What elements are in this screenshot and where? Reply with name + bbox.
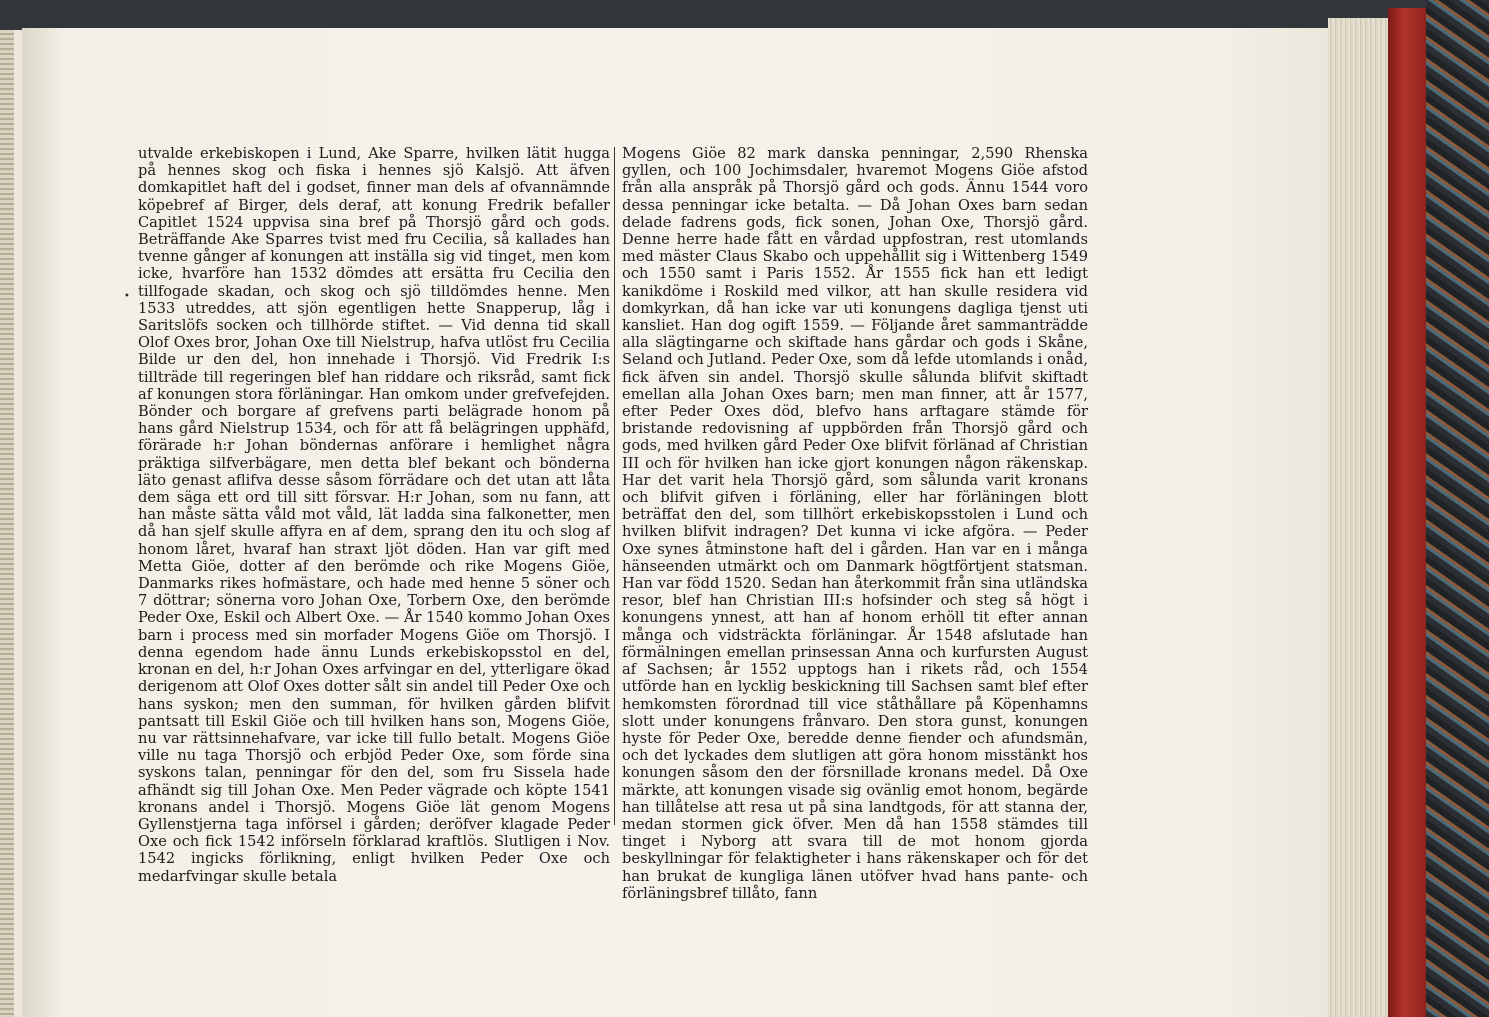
margin-mark: • <box>124 291 130 302</box>
right-text-column <box>622 145 1088 902</box>
page-fore-edge <box>1328 18 1390 1017</box>
left-column-text: utvalde erkebiskopen i Lund, Ake Sparre, hvilken lätit hugga på hennes skog och fiska i hennes sjö Kalsjö. Att äfven domkapitlet haft del i godset, finner man dels af ofvannämnde köpebref af Birger, dels deraf, att konung Fredrik befaller Capitlet 1524 uppvisa sina bref på Thorsjö gård och gods. Beträffande Ake Sparres tvist med fru Cecilia, så kallades han tvenne gånger af konungen att inställa sig vid tinget, men kom icke, hvarföre han 1532 dömdes att ersätta fru Cecilia den tillfogade skadan, och skog och sjö tilldömdes henne. Men 1533 utreddes, att sjön egentligen hette Snapperup, låg i Saritslöfs socken och tillhörde stiftet. — Vid denna tid skall Olof Oxes bror, Johan Oxe till Nielstrup, hafva utlöst fru Cecilia Bilde ur den del, hon innehade i Thorsjö. Vid Fredrik I:s tillträde till regeringen blef han riddare och riksråd, samt fick af konungen stora förläningar. Han omkom under grefvefejden. Bönder och borgare af grefvens parti belägrade honom på hans gård Nielstrup 1534, och för att få belägringen upphäfd, förärade h:r Johan böndernas anförare i hemlighet några präktiga silfverbägare, men detta blef bekant och bönderna läto genast aflifva desse såsom förrädare och det utan att låta dem säga ett ord till sitt försvar. H:r Johan, som nu fann, att han måste sätta våld mot våld, lät ladda sina falkonetter, men då han sjelf skulle affyra en af dem, sprang den itu och slog af honom låret, hvaraf han straxt ljöt döden. Han var gift med Metta Giöe, dotter af den berömde och rike Mogens Giöe, Danmarks rikes hofmästare, och hade med henne 5 söner och 7 döttrar; sönerna voro Johan Oxe, Torbern Oxe, den berömde Peder Oxe, Eskil och Albert Oxe. — År 1540 kommo Johan Oxes barn i process med sin morfader Mogens Giöe om Thorsjö. I denna egendom hade ännu Lunds erkebiskopsstol en del, kronan en del, h:r Johan Oxes arfvingar en del, ytterligare ökad derigenom att Olof Oxes dotter sålt sin andel till Peder Oxe och hans syskon; men den summan, för hvilken gården blifvit pantsatt till Eskil Giöe och till hvilken hans son, Mogens Giöe, nu var rättsinnehafvare, var icke till fullo betalt. Mogens Giöe ville nu taga Thorsjö och erbjöd Peder Oxe, som förde sina syskons talan, penningar för den del, som fru Sissela hade afhändt sig till Johan Oxe. Men Peder vägrade och köpte 1541 kronans andel i Thorsjö. Mogens Giöe lät genom Mogens Gyllenstjerna taga införsel i gården; deröfver klagade Peder Oxe och fick 1542 införseln förklarad kraftlös. Slutligen i Nov. 1542 ingicks förlikning, enligt hvilken Peder Oxe och medarfvingar skulle betala <box>138 145 610 885</box>
column-divider <box>614 147 615 825</box>
marbled-cover <box>1426 0 1489 1017</box>
left-text-column <box>138 145 610 885</box>
book-cover-spine <box>1388 8 1428 1017</box>
right-column-text: Mogens Giöe 82 mark danska penningar, 2,590 Rhenska gyllen, och 100 Jochimsdaler, hvaremot Mogens Giöe afstod från alla anspråk på Thorsjö gård och gods. Ännu 1544 voro dessa penningar icke betalta. — Då Johan Oxes barn sedan delade fadrens gods, fick sonen, Johan Oxe, Thorsjö gård. Denne herre hade fått en vårdad uppfostran, rest utomlands med mäster Claus Skabo och uppehållit sig i Wittenberg 1549 och 1550 samt i Paris 1552. År 1555 fick han ett ledigt kanikdöme i Roskild med vilkor, att han skulle residera vid domkyrkan, då han icke var uti konungens dagliga tjenst uti kansliet. Han dog ogift 1559. — Följande året sammanträdde alla slägtingarne och skiftade hans gårdar och gods i Skåne, Seland och Jutland. Peder Oxe, som då lefde utomlands i onåd, fick äfven sin andel. Thorsjö skulle sålunda blifvit skiftadt emellan alla Johan Oxes barn; men man finner, att år 1577, efter Peder Oxes död, blefvo hans arftagare stämde för bristande redovisning af uppbörden från Thorsjö gård och gods, med hvilken gård Peder Oxe blifvit förlänad af Christian III och för hvilken han icke gjort konungen någon räkenskap. Har det varit hela Thorsjö gård, som sålunda varit kronans och blifvit gifven i förläning, eller har förläningen blott beträffat den del, som tillhört erkebiskopsstolen i Lund och hvilken blifvit indragen? Det kunna vi icke afgöra. — Peder Oxe synes åtminstone haft del i gården. Han var en i många hänseenden utmärkt och om Danmark högtförtjent statsman. Han var född 1520. Sedan han återkommit från sina utländska resor, blef han Christian III:s hofsinder och steg så högt i konungens ynnest, att han af honom erhöll tit efter annan många och vidsträckta förläningar. År 1548 afslutade han förmälningen emellan prinsessan Anna och kurfursten August af Sachsen; år 1552 upptogs han i rikets råd, och 1554 utförde han en lycklig beskickning till Sachsen samt blef efter hemkomsten förordnad till vice ståthållare på Köpenhamns slott under konungens frånvaro. Den stora gunst, konungen hyste för Peder Oxe, beredde denne fiender och afundsmän, och det lyckades dem slutligen att göra honom misstänkt hos konungen såsom den der försnillade kronans medel. Då Oxe märkte, att konungen visade sig ovänlig emot honom, begärde han tillåtelse att resa ut på sina landtgods, för att stanna der, medan stormen gick öfver. Men då han 1558 stämdes till tinget i Nyborg att svara till de mot honom gjorda beskyllningar för felaktigheter i hans räkenskaper och för det han brukat de kungliga länen utöfver hvad hans pante- och förläningsbref tillåto, fann <box>622 145 1088 902</box>
